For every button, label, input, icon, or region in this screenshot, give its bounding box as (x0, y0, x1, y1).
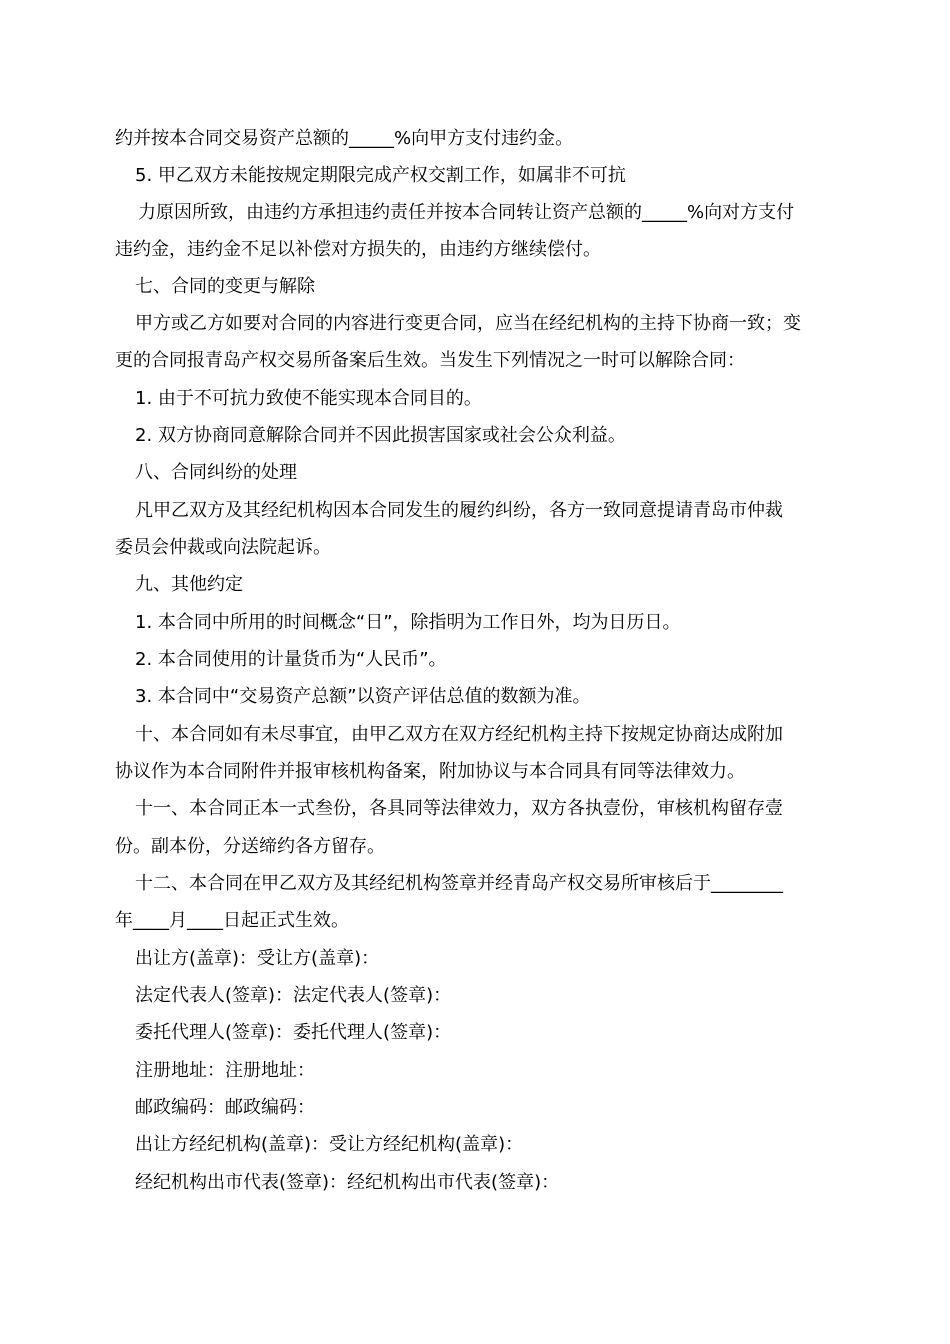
text-line: 更的合同报青岛产权交易所备案后生效。当发生下列情况之一时可以解除合同： (115, 350, 745, 371)
section-heading: 九、其他约定 (135, 574, 243, 595)
signature-field: 邮政编码：邮政编码： (135, 1097, 315, 1118)
text-line: 违约金，违约金不足以补偿对方损失的，由违约方继续偿付。 (115, 239, 601, 260)
list-item: 2. 本合同使用的计量货币为“人民币”。 (135, 649, 447, 670)
text-line: 约并按本合同交易资产总额的_____%向甲方支付违约金。 (115, 128, 574, 149)
text-line: 5. 甲乙双方未能按规定期限完成产权交割工作，如属非不可抗 (135, 165, 626, 186)
signature-field: 出让方经纪机构(盖章)：受让方经纪机构(盖章)： (135, 1134, 524, 1155)
signature-field: 经纪机构出市代表(签章)：经纪机构出市代表(签章)： (135, 1172, 560, 1193)
text-line: 十、本合同如有未尽事宜，由甲乙双方在双方经纪机构主持下按规定协商达成附加 (135, 724, 783, 745)
text-line: 委员会仲裁或向法院起诉。 (115, 537, 331, 558)
list-item: 2. 双方协商同意解除合同并不因此损害国家或社会公众利益。 (135, 425, 626, 446)
text-line: 十二、本合同在甲乙双方及其经纪机构签章并经青岛产权交易所审核后于________ (135, 873, 783, 894)
text-line: 凡甲乙双方及其经纪机构因本合同发生的履约纠纷，各方一致同意提请青岛市仲裁 (135, 500, 783, 521)
text-line: 甲方或乙方如要对合同的内容进行变更合同，应当在经纪机构的主持下协商一致；变 (135, 313, 801, 334)
signature-field: 委托代理人(签章)：委托代理人(签章)： (135, 1022, 452, 1043)
signature-field: 注册地址：注册地址： (135, 1060, 315, 1081)
section-heading: 七、合同的变更与解除 (135, 276, 315, 297)
list-item: 1. 由于不可抗力致使不能实现本合同目的。 (135, 388, 482, 409)
list-item: 3. 本合同中“交易资产总额”以资产评估总值的数额为准。 (135, 686, 591, 707)
list-item: 1. 本合同中所用的时间概念“日”，除指明为工作日外，均为日历日。 (135, 612, 681, 633)
signature-field: 出让方(盖章)：受让方(盖章)： (135, 948, 380, 969)
text-line: 十一、本合同正本一式叁份，各具同等法律效力，双方各执壹份，审核机构留存壹 (135, 798, 783, 819)
section-heading: 八、合同纠纷的处理 (135, 462, 297, 483)
text-line: 年____月____日起正式生效。 (115, 910, 349, 931)
signature-field: 法定代表人(签章)：法定代表人(签章)： (135, 985, 452, 1006)
text-line: 份。副本份，分送缔约各方留存。 (115, 836, 385, 857)
text-line: 协议作为本合同附件并报审核机构备案，附加协议与本合同具有同等法律效力。 (115, 761, 745, 782)
text-line: 力原因所致，由违约方承担违约责任并按本合同转让资产总额的_____%向对方支付 (138, 202, 795, 223)
